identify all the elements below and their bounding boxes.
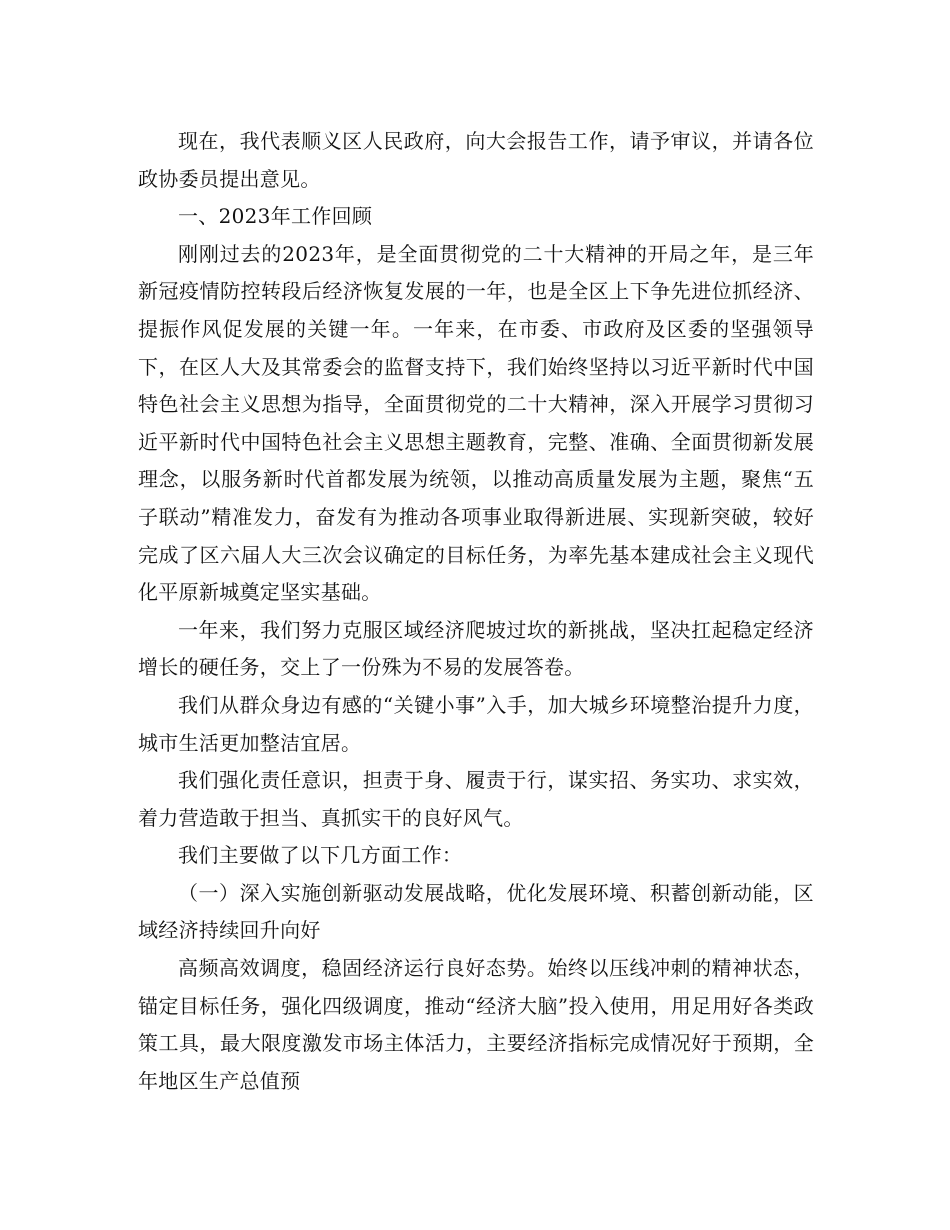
paragraph-intro: 现在，我代表顺义区人民政府，向大会报告工作，请予审议，并请各位政协委员提出意见。 (138, 129, 814, 191)
paragraph-work-intro: 我们主要做了以下几方面工作： (178, 843, 463, 868)
paragraph-economy: 一年来，我们努力克服区域经济爬坡过坎的新挑战，坚决扛起稳定经济增长的硬任务，交上了一份殊为不易的发展答卷。 (138, 617, 814, 680)
section-heading-review-2023: 一、2023年工作回顾 (178, 204, 373, 229)
paragraph-scheduling: 高频高效调度，稳固经济运行良好态势。始终以压线冲刺的精神状态，锚定目标任务，强化四级调度，推动“经济大脑”投入使用，用足用好各类政策工具，最大限度激发市场主体活力，主要经济指标完成情况好于预期，全年地区生产总值预 (138, 956, 814, 1093)
document-body (138, 123, 814, 1100)
paragraph-overview: 刚刚过去的2023年，是全面贯彻党的二十大精神的开局之年，是三年新冠疫情防控转段后经济恢复发展的一年，也是全区上下争先进位抓经济、提振作风促发展的关键一年。一年来，在市委、市政府及区委的坚强领导下，在区人大及其常委会的监督支持下，我们始终坚持以习近平新时代中国特色社会主义思想为指导，全面贯彻党的二十大精神，深入开展学习贯彻习近平新时代中国特色社会主义思想主题教育，完整、准确、全面贯彻新发展理念，以服务新时代首都发展为统领，以推动高质量发展为主题，聚焦“五子联动”精准发力，奋发有为推动各项事业取得新进展、实现新突破，较好完成了区六届人大三次会议确定的目标任务，为率先基本建成社会主义现代化平原新城奠定坚实基础。 (138, 241, 814, 605)
paragraph-environment: 我们从群众身边有感的“关键小事”入手，加大城乡环境整治提升力度，城市生活更加整洁宜居。 (138, 692, 814, 755)
paragraph-responsibility: 我们强化责任意识，担责于身、履责于行，谋实招、务实功、求实效，着力营造敢于担当、真抓实干的良好风气。 (138, 768, 814, 830)
subsection-heading-innovation: （一）深入实施创新驱动发展战略，优化发展环境、积蓄创新动能，区域经济持续回升向好 (138, 880, 814, 943)
